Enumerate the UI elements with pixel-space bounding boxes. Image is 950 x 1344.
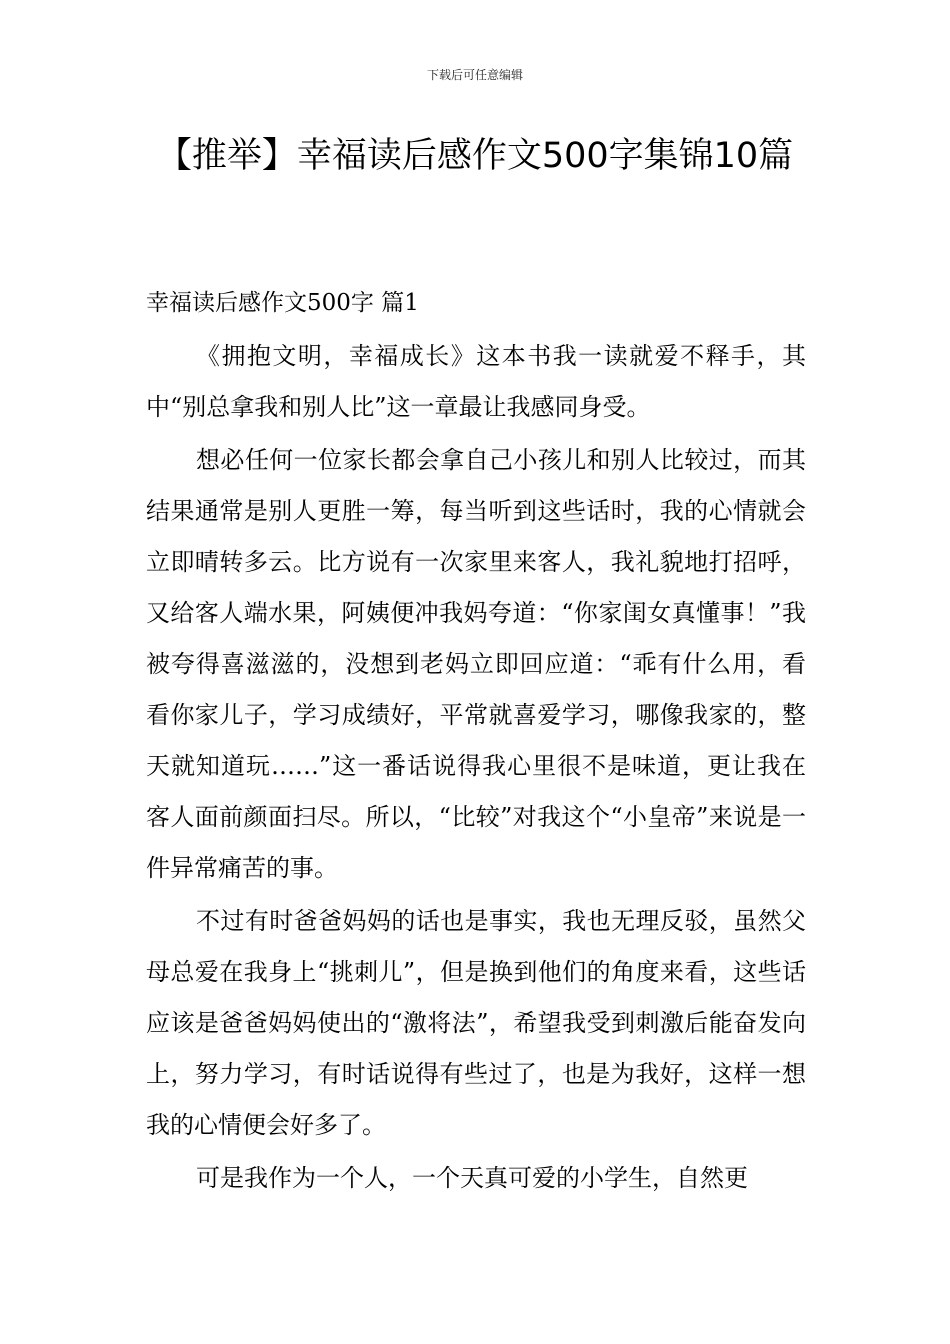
paragraph: 《拥抱文明，幸福成长》这本书我一读就爱不释手，其中“别总拿我和别人比”这一章最让我感同身受。 [146,342,806,421]
paragraph: 可是我作为一个人，一个天真可爱的小学生，自然更 [196,1164,748,1192]
document-title: 【推举】幸福读后感作文500字集锦10篇 [156,136,794,176]
paragraph: 不过有时爸爸妈妈的话也是事实，我也无理反驳，虽然父母总爱在我身上“挑刺儿”，但是换到他们的角度来看，这些话应该是爸爸妈妈使出的“激将法”，希望我受到刺激后能奋发向上，努力学习，有时话说得有些过了，也是为我好，这样一想我的心情便会好多了。 [146,907,806,1139]
section-heading: 幸福读后感作文500字 篇1 [146,290,419,316]
header-note: 下载后可任意编辑 [426,68,523,82]
essay-body [146,331,806,1206]
paragraph: 想必任何一位家长都会拿自己小孩儿和别人比较过，而其结果通常是别人更胜一筹，每当听到这些话时，我的心情就会立即晴转多云。比方说有一次家里来客人，我礼貌地打招呼，又给客人端水果，阿姨便冲我妈夸道：“你家闺女真懂事！”我被夸得喜滋滋的，没想到老妈立即回应道：“乖有什么用，看看你家儿子，学习成绩好，平常就喜爱学习，哪像我家的，整天就知道玩……”这一番话说得我心里很不是味道，更让我在客人面前颜面扫尽。所以，“比较”对我这个“小皇帝”来说是一件异常痛苦的事。 [146,446,806,882]
